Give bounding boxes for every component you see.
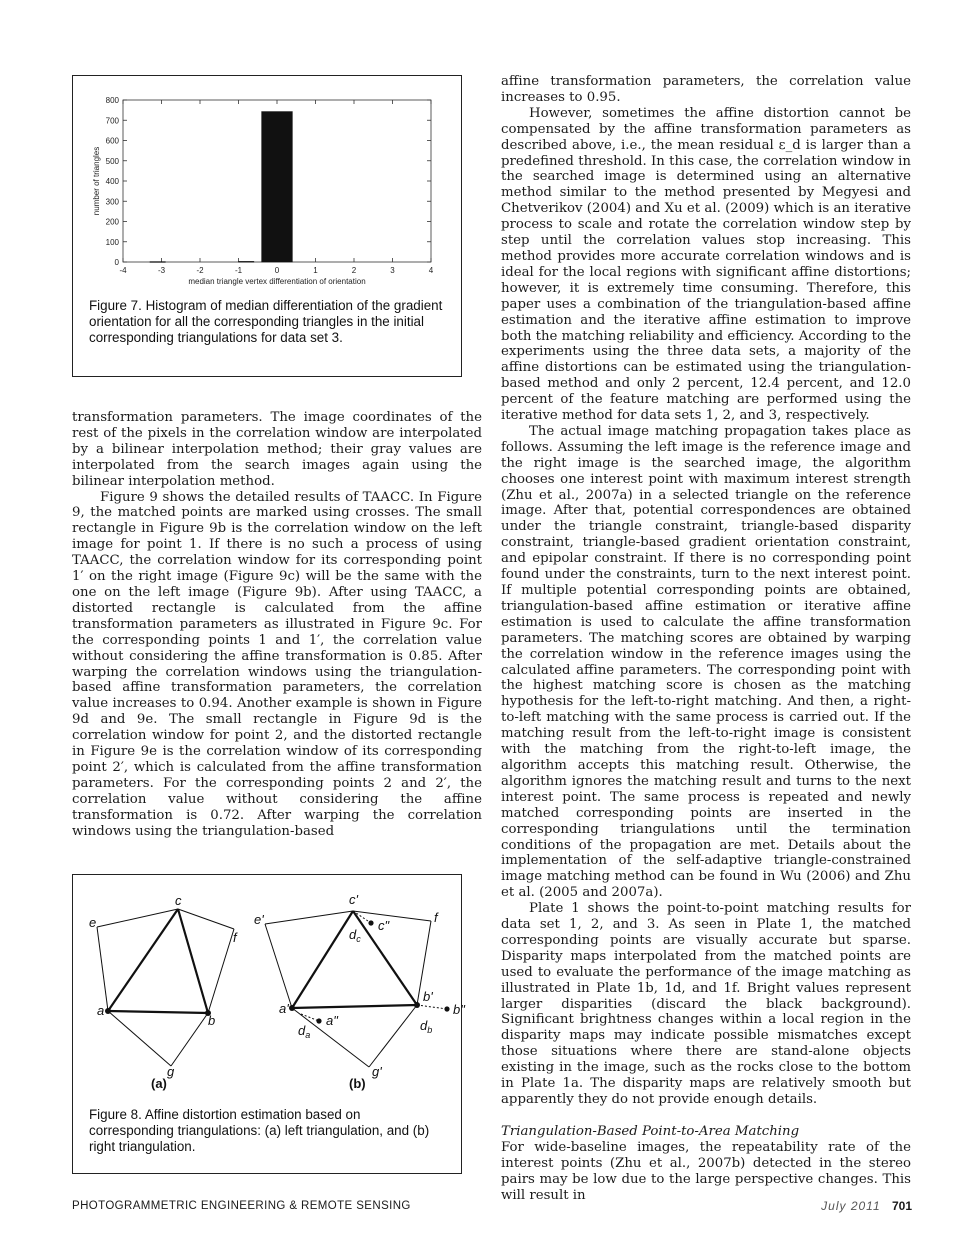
label-db: $d_b$ bbox=[420, 1018, 433, 1035]
x-tick-label: 0 bbox=[274, 266, 280, 275]
x-tick-label: 1 bbox=[313, 266, 318, 275]
label-g: g bbox=[167, 1064, 175, 1079]
figure-8 bbox=[72, 874, 465, 1174]
paragraph: Plate 1 shows the point-to-point matching results for data set 1, 2, and 3. As seen in Plate 1, the matched corresponding points are visually accurate but sparse. Disparity maps interpolated from the matched points are used to evaluate the performance of the image matching as illustrated in Plate 1b, 1d, and 1f. Bright values represent larger disparities (discard the black background). Significant brightness changes within a local region in the disparity maps may indicate possible mismatches except those situations where there are stand-alone objects existing in the image, such as the rocks close to the bottom in Plate 1a. The disparity maps are relatively smooth but apparently they do not provide enough details. bbox=[501, 901, 911, 1107]
histogram-chart bbox=[73, 76, 461, 291]
paragraph: However, sometimes the affine distortion cannot be compensated by the affine transformation parameters as described above, i.e., the mean residual ε_d is larger than a predefined threshold. In this case, the correlation window in the searched image is determined using an alternative method similar to the method presented by Megyesi and Chetverikov (2004) and Xu et al. (2009) which is an iterative process to scale and rotate the correlation window step by step until the correlation values stop increasing. This method provides more accurate correlation windows and is ideal for the local regions with significant affine distortions; however, it is extremely time consuming. Therefore, this paper uses a combination of the triangulation-based affine estimation and the iterative affine estimation to improve both the matching reliability and efficiency. According to the experiments using the three data sets, a majority of the affine distortions can be estimated using the triangulation-based method and only 2 percent, 12.4 percent, and 12.0 percent of the feature matching are performed using the iterative method for data sets 1, 2, and 3, respectively. bbox=[501, 105, 911, 424]
label-da: $d_a$ bbox=[298, 1023, 311, 1040]
figure-8-caption: Figure 8. Affine distortion estimation based on corresponding triangulations: (a) left triangulation, and (b) right triangulation. bbox=[89, 1107, 430, 1154]
y-tick-label: 700 bbox=[105, 116, 119, 126]
panel-a-label: (a) bbox=[151, 1076, 167, 1091]
label-a: a bbox=[97, 1003, 105, 1018]
y-tick-label: 100 bbox=[105, 237, 119, 247]
page-footer bbox=[821, 1199, 912, 1213]
x-tick-label: 3 bbox=[390, 266, 395, 275]
x-tick-label: -4 bbox=[119, 266, 127, 275]
x-tick-label: 2 bbox=[351, 266, 357, 275]
label-a-double: a" bbox=[326, 1013, 338, 1028]
label-c-double: c" bbox=[378, 918, 390, 933]
y-tick-label: 0 bbox=[114, 258, 119, 267]
histogram-bar bbox=[150, 262, 165, 263]
label-dc: $d_c$ bbox=[349, 927, 361, 944]
label-b-prime: b' bbox=[423, 989, 433, 1004]
label-f-right: f bbox=[434, 910, 438, 925]
paragraph: For wide-baseline images, the repeatability rate of the interest points (Zhu et al., 2007b) detected in the stereo pairs may be low due to the large perspective changes. This will result in bbox=[501, 1139, 911, 1203]
right-column bbox=[501, 74, 911, 1203]
paragraph: affine transformation parameters, the correlation value increases to 0.95. bbox=[501, 74, 911, 105]
x-axis-label: median triangle vertex differentiation of orientation bbox=[188, 277, 366, 286]
triangulation-diagram bbox=[73, 875, 465, 1100]
histogram-bar bbox=[239, 261, 254, 262]
y-tick-label: 600 bbox=[105, 136, 119, 146]
label-b: b bbox=[208, 1013, 216, 1028]
paragraph: Figure 9 shows the detailed results of TAACC. In Figure 9, the matched points are marked using crosses. The small rectangle in Figure 9b is the correlation window on the left image for point 1. If there is no such a process of using TAACC, the correlation window for its corresponding point 1′ on the right image (Figure 9c) will be the same with the one on the left image (Figure 9b). After using TAACC, a distorted rectangle is calculated from the affine transformation parameters as illustrated in Figure 9c. For the corresponding points 1 and 1′, the correlation value without considering the affine transformation is 0.85. After warping the correlation windows using the triangulation-based affine transformation parameters, the correlation value increases to 0.94. Another example is shown in Figure 9d and 9e. The small rectangle in Figure 9d is the correlation window for point 2, and the distorted rectangle in Figure 9e is the correlation window of its corresponding point 2′, which is calculated from the affine transformation parameters. For the corresponding points 2 and 2′, the correlation value without considering the affine transformation is 0.72. After warping the correlation windows using the triangulation-based bbox=[72, 489, 482, 839]
panel-b-label: (b) bbox=[349, 1076, 366, 1091]
page-number: 701 bbox=[891, 1199, 912, 1213]
label-c-prime: c' bbox=[349, 892, 358, 907]
histogram-bar bbox=[262, 112, 293, 262]
figure-7 bbox=[72, 75, 462, 377]
y-tick-label: 400 bbox=[105, 177, 119, 186]
figure-7-caption: Figure 7. Histogram of median differentiation of the gradient orientation for all the corresponding triangles in the initial corresponding triangulations for data set 3. bbox=[89, 298, 443, 345]
paragraph: The actual image matching propagation takes place as follows. Assuming the left image is the reference image and the right image is the searched image, the algorithm chooses one interest point with maximum interest strength (Zhu et al., 2007a) in a selected triangle on the reference image. After that, potential correspondences are obtained under the triangle constraint, triangle-based disparity constraint, triangle-based gradient orientation constraint, and epipolar constraint. If there is no corresponding point found under the constraints, turn to the next interest point. If multiple potential corresponding points are obtained, triangulation-based affine estimation or iterative affine estimation is used to calculate the affine transformation parameters. The matching scores are obtained by warping the correlation window in the reference images using the calculated affine parameters. The corresponding point with the highest matching score is chosen as the matching hypothesis for the left-to-right matching. And then, a right-to-left matching with the same process is carried out. If the matching result from the left-to-right image is consistent with the matching from the right-to-left image, the algorithm accepts this matching result. Otherwise, the algorithm ignores the matching result and turns to the next interest point. The same process is repeated and newly matched corresponding points are inserted in the corresponding triangulations until the termination conditions of the propagation are met. Details about the implementation of the self-adaptive triangle-constrained image matching method can be found in Wu (2006) and Zhu et al. (2005 and 2007a). bbox=[501, 423, 911, 901]
y-tick-label: 300 bbox=[105, 197, 119, 207]
issue-date: July 2011 bbox=[821, 1199, 881, 1213]
y-tick-label: 200 bbox=[105, 217, 119, 227]
y-tick-label: 800 bbox=[105, 96, 119, 105]
label-b-double: b" bbox=[453, 1002, 465, 1017]
label-e-prime: e' bbox=[254, 912, 264, 927]
x-tick-label: -2 bbox=[196, 266, 204, 275]
y-tick-label: 500 bbox=[105, 156, 119, 166]
x-tick-label: -3 bbox=[157, 266, 166, 275]
label-e: e bbox=[89, 915, 97, 930]
left-column bbox=[72, 410, 482, 839]
paragraph: transformation parameters. The image coordinates of the rest of the pixels in the correlation window are interpolated by a bilinear interpolation method; their gray values are interpolated from the search images again using the bilinear interpolation method. bbox=[72, 410, 482, 489]
journal-name: PHOTOGRAMMETRIC ENGINEERING & REMOTE SENSING bbox=[72, 1200, 411, 1212]
x-tick-label: -1 bbox=[234, 266, 243, 275]
section-heading: Triangulation-Based Point-to-Area Matching bbox=[501, 1123, 800, 1139]
label-f: f bbox=[233, 930, 237, 945]
label-c: c bbox=[175, 893, 182, 908]
label-a-prime: a' bbox=[279, 1001, 289, 1016]
x-tick-label: 4 bbox=[428, 266, 434, 275]
label-g-prime: g' bbox=[372, 1064, 382, 1079]
y-axis-label: number of triangles bbox=[92, 146, 101, 216]
